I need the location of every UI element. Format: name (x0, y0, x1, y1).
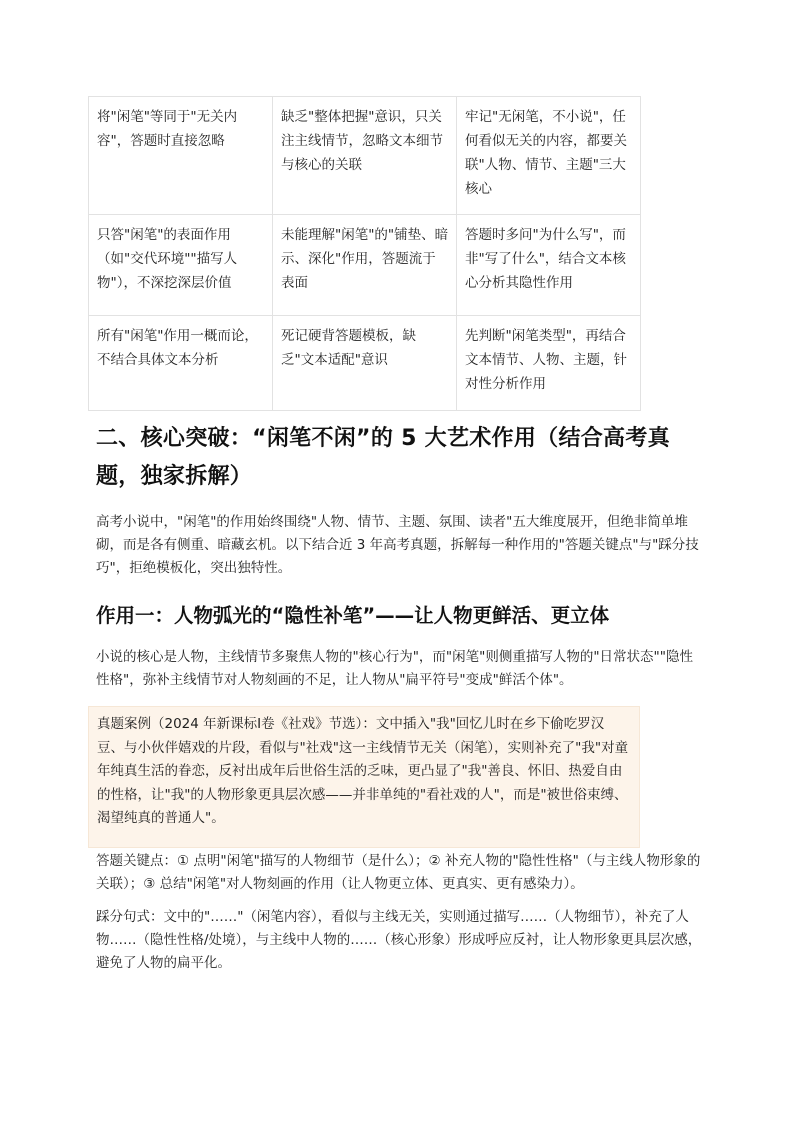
table-cell: 只答"闲笔"的表面作用（如"交代环境""描写人物"），不深挖深层价值 (89, 215, 273, 316)
effect-description: 小说的核心是人物，主线情节多聚焦人物的"核心行为"，而"闲笔"则侧重描写人物的"日常状态""隐性性格"，弥补主线情节对人物刻画的不足，让人物从"扁平符号"变成"鲜活个体"。 (96, 649, 693, 688)
table-cell: 未能理解"闲笔"的"铺垫、暗示、深化"作用，答题流于表面 (273, 215, 457, 316)
table-cell: 将"闲笔"等同于"无关内容"，答题时直接忽略 (89, 97, 273, 215)
answer-keypoints: 答题关键点：① 点明"闲笔"描写的人物细节（是什么）；② 补充人物的"隐性性格"（与主线人物形象的关联）；③ 总结"闲笔"对人物刻画的作用（让人物更立体、更真实、更有感染力）。 (96, 853, 701, 892)
table-cell: 所有"闲笔"作用一概而论，不结合具体文本分析 (89, 316, 273, 411)
exam-case-box: 真题案例（2024 年新课标Ⅰ卷《社戏》节选）：文中插入"我"回忆儿时在乡下偷吃罗汉豆、与小伙伴嬉戏的片段，看似与"社戏"这一主线情节无关（闲笔），实则补充了"我"对童年纯真生活的眷恋，反衬出成年后世俗生活的乏味，更凸显了"我"善良、怀旧、热爱自由的性格，让"我"的人物形象更具层次感——并非单纯的"看社戏的人"，而是"被世俗束缚、渴望纯真的普通人"。 (88, 706, 640, 848)
mistakes-table (88, 96, 641, 411)
table-cell: 答题时多问"为什么写"，而非"写了什么"，结合文本核心分析其隐性作用 (457, 215, 641, 316)
table-row (89, 215, 641, 316)
table-row (89, 97, 641, 215)
table-cell: 牢记"无闲笔，不小说"，任何看似无关的内容，都要关联"人物、情节、主题"三大核心 (457, 97, 641, 215)
table-row (89, 316, 641, 411)
section-intro: 高考小说中，"闲笔"的作用始终围绕"人物、情节、主题、氛围、读者"五大维度展开，但绝非简单堆砌，而是各有侧重、暗藏玄机。以下结合近 3 年高考真题，拆解每一种作用的"答题关键点"与"踩分技巧"，拒绝模板化，突出独特性。 (96, 514, 699, 576)
section-heading: 二、核心突破：“闲笔不闲”的 5 大艺术作用（结合高考真题，独家拆解） (96, 426, 670, 489)
table-cell: 先判断"闲笔类型"，再结合文本情节、人物、主题，针对性分析作用 (457, 316, 641, 411)
scoring-template: 踩分句式：文中的"……"（闲笔内容），看似与主线无关，实则通过描写……（人物细节），补充了人物……（隐性性格/处境），与主线中人物的……（核心形象）形成呼应反衬，让人物形象更具层次感，避免了人物的扁平化。 (96, 909, 702, 971)
effect-heading: 作用一：人物弧光的“隐性补笔”——让人物更鲜活、更立体 (96, 604, 610, 627)
table-cell: 缺乏"整体把握"意识，只关注主线情节，忽略文本细节与核心的关联 (273, 97, 457, 215)
table-cell: 死记硬背答题模板，缺乏"文本适配"意识 (273, 316, 457, 411)
